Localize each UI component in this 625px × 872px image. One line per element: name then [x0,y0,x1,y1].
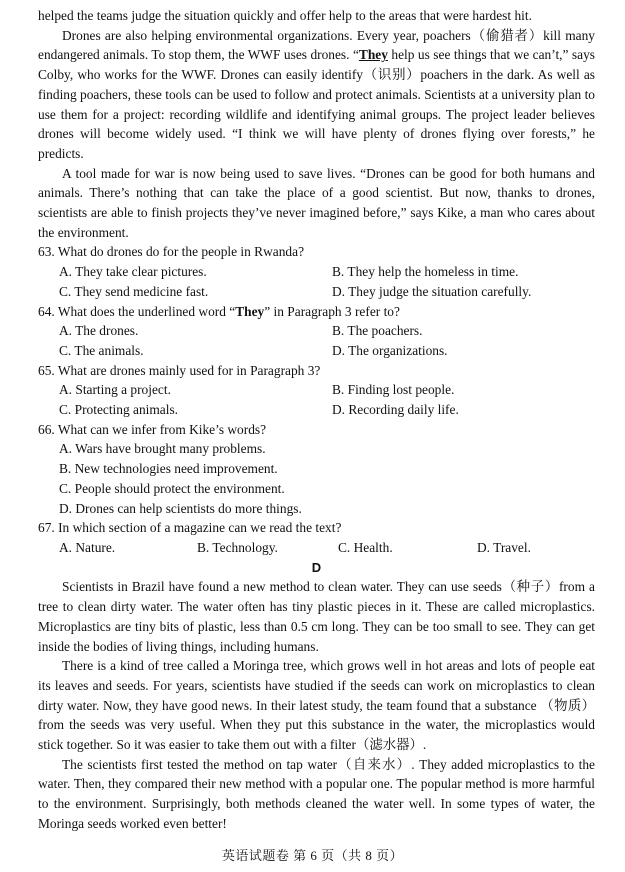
question-64-bold-word: They [235,303,265,319]
question-64-options [38,321,595,360]
option-63-c: C. They send medicine fast. [59,283,209,299]
option-66-d: D. Drones can help scientists do more things. [59,500,302,516]
passage-d-paragraph-1: Scientists in Brazil have found a new method to clean water. They can use seeds（种子）from a tree to clean dirty water. The water often has tiny plastic pieces in it. These are called microplastics. Microplastics are tiny bits of plastic, less than 0.5 cm long. They can be too small to see. They can get inside the bodies of living things, including humans. [38,579,595,654]
passage-d-paragraph-3: The scientists first tested the method on tap water（自来水）. They added microplastics to the water. Then, they compared their new method with a popular one. The popular method is more harmful to the environment. Surprisingly, both methods cleaned the water well. In some types of water, the Moringa seeds worked even better! [38,756,595,831]
question-65-stem: 65. What are drones mainly used for in Paragraph 3? [38,362,321,378]
option-63-a: A. They take clear pictures. [59,264,207,280]
passage-d-heading: D [311,559,322,575]
option-67-d: D. Travel. [477,539,531,555]
question-64-stem-b: ” in Paragraph 3 refer to? [264,303,400,319]
option-63-d: D. They judge the situation carefully. [332,283,532,299]
question-67-options [38,538,595,558]
question-64-stem [38,302,595,322]
option-64-d: D. The organizations. [332,342,448,358]
passage-c-paragraph-3: A tool made for war is now being used to save lives. “Drones can be good for both humans and animals. There’s nothing that can take the place of a good scientist. But now, thanks to drones, scientists are able to finish projects they’ve never imagined before,” says Kike, a man who cares about the environment. [38,165,595,240]
option-66-b: B. New technologies need improvement. [59,461,278,477]
option-63-b: B. They help the homeless in time. [332,264,519,280]
question-65-options [38,380,595,419]
option-64-c: C. The animals. [59,342,144,358]
paragraph-2-text-a: Drones are also helping environmental organizations. Every year, poachers（偷猎者）kill many endangered animals. To stop them, the WWF uses drones. “ [38,27,595,63]
passage-c-paragraph-1-end: helped the teams judge the situation quickly and offer help to the areas that were hardest hit. [38,8,532,23]
question-66-options [38,439,595,518]
option-65-b: B. Finding lost people. [332,382,455,398]
option-65-d: D. Recording daily life. [332,402,459,418]
question-67-stem: 67. In which section of a magazine can we read the text? [38,520,342,536]
option-67-a: A. Nature. [59,539,116,555]
paragraph-2-text-b: help us see things that we can’t,” says Colby, who works for the WWF. Drones can easily identify（识别）poachers in the dark. As well as finding poachers, these tools can be used to follow and protect animals. Scientists at a university plan to use them for a project: recording wildlife and identifying animal groups. The project leader believes drones will become widely used. “I think we will have plenty of drones flying over forests,” he predicts. [38,47,595,161]
option-66-c: C. People should protect the environment. [59,480,285,496]
option-65-c: C. Protecting animals. [59,402,179,418]
option-67-b: B. Technology. [197,539,278,555]
question-64-stem-a: 64. What does the underlined word “ [38,303,236,319]
option-64-b: B. The poachers. [332,323,423,339]
question-66-stem: 66. What can we infer from Kike’s words? [38,421,267,437]
passage-c-paragraph-2 [38,26,595,164]
question-63-stem: 63. What do drones do for the people in Rwanda? [38,244,305,260]
option-65-a: A. Starting a project. [59,382,171,398]
passage-d-paragraph-2: There is a kind of tree called a Moringa tree, which grows well in hot areas and lots of people eat its leaves and seeds. For years, scientists have studied if the seeds can work on microplastics to clean dirty water. Now, they have good news. In their latest study, the team found that a substance （物质） from the seeds was very useful. When they put this substance in the water, the microplastics would stick together. So it was easier to take them out with a filter（滤水器）. [38,658,595,753]
option-64-a: A. The drones. [59,323,139,339]
underlined-word-they: They [358,47,388,63]
option-67-c: C. Health. [338,539,393,555]
page-footer: 英语试题卷 第 6 页（共 8 页） [221,848,404,864]
question-63-options [38,262,595,301]
option-66-a: A. Wars have brought many problems. [59,441,266,457]
